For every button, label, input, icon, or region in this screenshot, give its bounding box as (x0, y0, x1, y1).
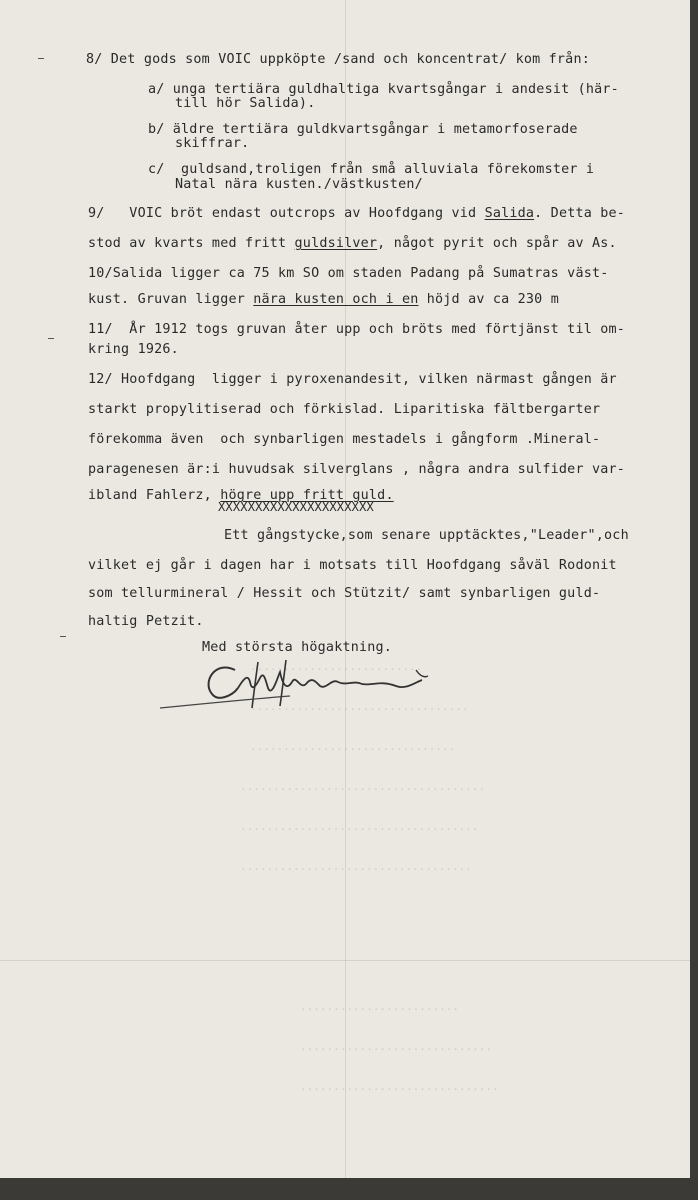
para-13-line-3: som tellurmineral / Hessit och Stützit/ samt synbarligen guld- (88, 586, 601, 601)
para-8-b-line-2: skiffrar. (175, 136, 250, 151)
underlined-guldsilver: guldsilver (294, 236, 378, 251)
para-8-b-line-1: b/ äldre tertiära guldkvartsgångar i metamorfoserade (148, 122, 578, 137)
struck-out-xs: XXXXXXXXXXXXXXXXXXXXX (218, 500, 374, 514)
para-12-line-3: förekomma även och synbarligen mestadels i gångform .Mineral- (88, 432, 601, 447)
para-12-line-2: starkt propylitiserad och förkislad. Liparitiska fältbergarter (88, 402, 601, 417)
para-8-c-line-1: c/ guldsand,troligen från små alluviala förekomster i (148, 162, 595, 177)
para-12-line-1: 12/ Hoofdgang ligger i pyroxenandesit, vilken närmast gången är (88, 372, 617, 387)
paper-fold-horizontal (0, 960, 690, 961)
para-8-c-line-2: Natal nära kusten./västkusten/ (175, 177, 423, 192)
bleed-through-text: .......................... (250, 660, 423, 673)
para-9-line-1-end: . Detta be- (534, 206, 626, 221)
bleed-through-text: .................................... (240, 820, 479, 833)
para-9-line-2-text: stod av kvarts med fritt (88, 236, 295, 251)
para-10-line-1: 10/Salida ligger ca 75 km SO om staden Padang på Sumatras väst- (88, 266, 609, 281)
para-13-line-4: haltig Petzit. (88, 614, 204, 629)
para-9-line-1 (88, 206, 625, 221)
para-8-a-line-1: a/ unga tertiära guldhaltiga kvartsgångar i andesit (här- (148, 82, 619, 97)
underlined-nara-kusten: nära kusten och i en (253, 292, 419, 307)
scan-border-bottom (0, 1178, 698, 1200)
underlined-salida: Salida (484, 206, 535, 221)
bleed-through-text: ................................... (240, 860, 472, 873)
para-10-line-2 (88, 292, 559, 307)
para-11-line-1: 11/ År 1912 togs gruvan åter upp och bröts med förtjänst til om- (88, 322, 626, 337)
para-12-line-5-text: ibland Fahlerz, (88, 488, 221, 503)
margin-mark (48, 338, 54, 339)
para-13-line-1: Ett gångstycke,som senare upptäcktes,"Leader",och (224, 528, 629, 543)
margin-mark (60, 636, 66, 637)
bleed-through-text: ................................. (250, 700, 469, 713)
para-9-line-2 (88, 236, 617, 251)
bleed-through-text: ..................................... (240, 780, 486, 793)
para-11-line-2: kring 1926. (88, 342, 179, 357)
para-8-line-1: 8/ Det gods som VOIC uppköpte /sand och koncentrat/ kom från: (86, 52, 590, 67)
bleed-through-text: ............................. (300, 1040, 493, 1053)
para-10-line-2-text: kust. Gruvan ligger (88, 292, 254, 307)
para-13-line-2: vilket ej går i dagen har i motsats till Hoofdgang såväl Rodonit (88, 558, 617, 573)
para-10-line-2-end: höjd av ca 230 m (418, 292, 559, 307)
bleed-through-text: ........................ (300, 1000, 459, 1013)
scan-border-right (690, 0, 698, 1200)
para-9-line-1-text: 9/ VOIC bröt endast outcrops av Hoofdgang vid (88, 206, 485, 221)
underlined-fritt-guld: högre upp fritt guld. (220, 488, 394, 503)
bleed-through-text: .............................. (300, 1080, 499, 1093)
closing-line: Med största högaktning. (202, 640, 393, 655)
para-9-line-2-end: , något pyrit och spår av As. (377, 236, 617, 251)
bleed-through-text: ............................... (250, 740, 456, 753)
margin-mark (38, 58, 44, 59)
para-8-a-line-2: till hör Salida). (175, 96, 316, 111)
para-12-line-4: paragenesen är:i huvudsak silverglans , några andra sulfider var- (88, 462, 626, 477)
